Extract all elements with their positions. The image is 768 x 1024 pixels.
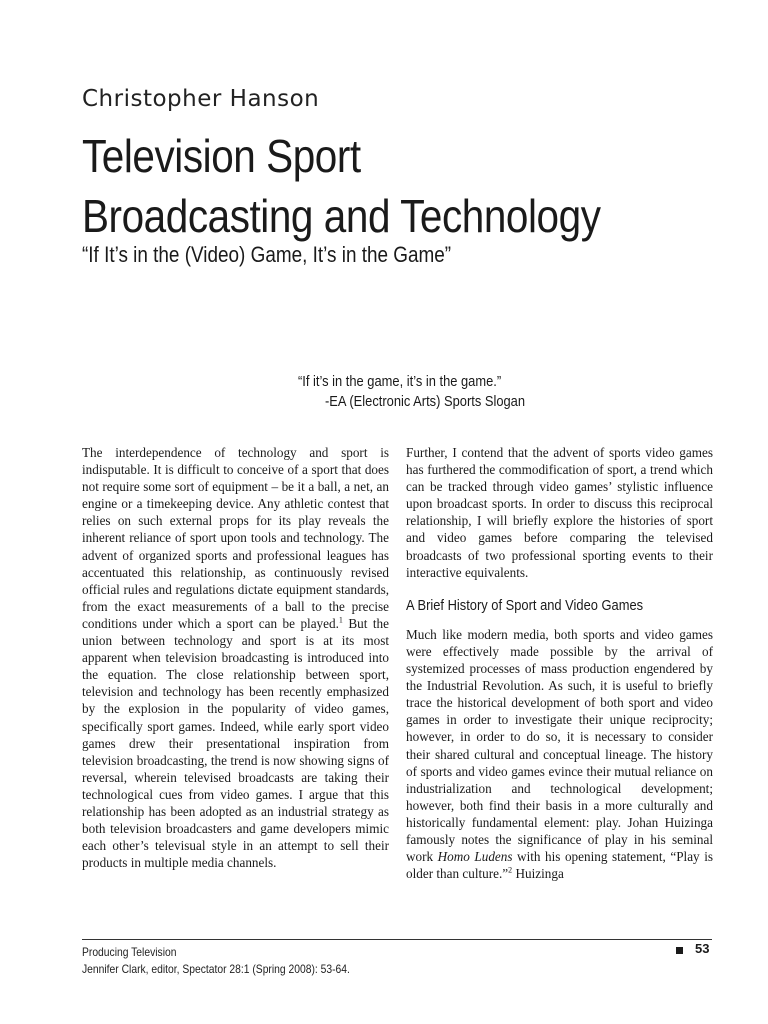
footer-citation	[82, 944, 350, 978]
intro-text-part-1: The interdependence of technology and sport is indisputable. It is difficult to conceive of a sport that does not require some sort of equipment – be it a ball, a net, an engine or a timekeeping device. Any athletic contest that relies on such external props for its play reveals the inherent reliance of sport upon tools and technology. The advent of organized sports and professional leagues has accentuated this relationship, as continuously revised official rules and regulations dictate equipment standards, from the exact measurements of a ball to the precise conditions under which a sport can be played.	[82, 445, 389, 631]
article-title	[82, 126, 645, 246]
footer-book-title: Producing Television	[82, 945, 177, 959]
book-title: Homo Ludens	[437, 849, 513, 865]
history-text-part-3: Huizinga	[512, 866, 564, 882]
intro-paragraph	[82, 444, 389, 871]
left-column	[82, 444, 389, 871]
footnote-marker-1: 1	[338, 615, 343, 625]
continuation-paragraph: Further, I contend that the advent of sports video games has furthered the commodification of sport, a trend which can be tracked through video games’ stylistic influence upon broadcast sports. In order to discuss this reciprocal relationship, I will briefly explore the histories of sport and video games before comparing the televised broadcasts of two professional sporting events to their interactive equivalents.	[406, 445, 713, 580]
page-number: 53	[695, 941, 710, 956]
intro-text-part-2: But the union between technology and sport is at its most apparent when television broadcasting is introduced into the equation. The close relationship between sport, television and technology has been recently emphasized by the explosion in the popularity of video games, specifically sport games. Indeed, while early sport video games drew their presentational inspiration from television broadcasting, the trend is now showing signs of reversal, wherein televised broadcasts are taking their technological cues from video games. I argue that this relationship has been adopted as an industrial strategy as both television broadcasters and game developers mimic each other’s televisual style in an attempt to sell their products in multiple media channels.	[82, 615, 390, 871]
history-paragraph	[406, 626, 713, 882]
author-name: Christopher Hanson	[82, 86, 320, 112]
section-heading: A Brief History of Sport and Video Games	[406, 596, 644, 614]
right-column	[406, 444, 713, 882]
article-subtitle: “If It’s in the (Video) Game, It’s in the Game”	[82, 242, 452, 267]
epigraph-source: -EA (Electronic Arts) Sports Slogan	[325, 393, 526, 410]
title-line-1: Television Sport	[82, 130, 361, 182]
title-line-2: Broadcasting and Technology	[82, 190, 601, 242]
history-text-part-1: Much like modern media, both sports and video games were effectively made possible by the arrival of systemized processes of mass production engendered by the Industrial Revolution. As such, it is useful to briefly trace the historical development of both sport and video games in order to investigate their unique reciprocity; however, in order to do so, it is necessary to consider their shared cultural and conceptual lineage. The history of sports and video games evince their mutual reliance on industrialization and technological development; however, both find their basis in a more culturally and historically fundamental element: play. Johan Huizinga famously notes the significance of play in his seminal work	[406, 626, 713, 865]
footer-source-line: Jennifer Clark, editor, Spectator 28:1 (Spring 2008): 53-64.	[82, 962, 350, 976]
footnote-marker-2: 2	[508, 865, 513, 875]
epigraph	[298, 372, 598, 412]
epigraph-quote: “If it’s in the game, it’s in the game.”	[298, 373, 502, 390]
history-text-part-2: with his opening statement, “Play is older than culture.”	[406, 849, 713, 882]
square-bullet-icon	[676, 947, 683, 954]
footer-rule	[82, 939, 712, 940]
